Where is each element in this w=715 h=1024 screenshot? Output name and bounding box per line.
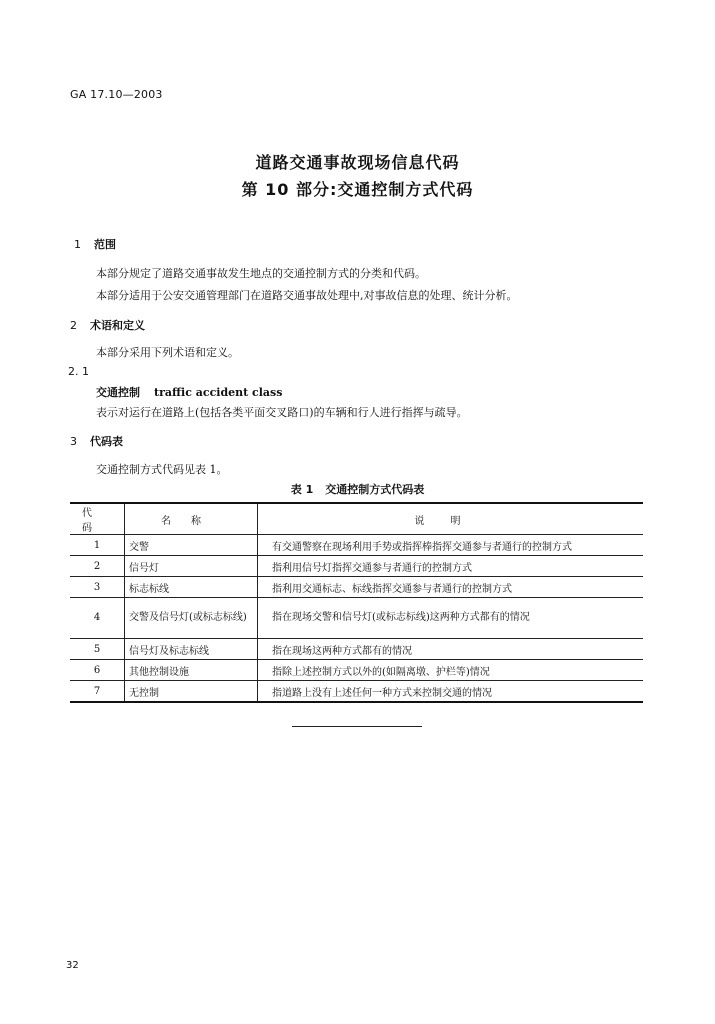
row-name: 信号灯 xyxy=(125,556,258,577)
row-description: 有交通警察在现场利用手势或指挥棒指挥交通参与者通行的控制方式 xyxy=(258,535,644,556)
section-number: 2 xyxy=(70,319,77,332)
row-code: 3 xyxy=(70,577,125,598)
term-entry xyxy=(96,384,282,400)
table-caption xyxy=(0,481,715,497)
scope-paragraph-1: 本部分规定了道路交通事故发生地点的交通控制方式的分类和代码。 xyxy=(96,267,426,280)
header-code: 代码 xyxy=(70,503,125,535)
standard-code: GA 17.10—2003 xyxy=(70,88,163,101)
control-method-code-table xyxy=(70,502,643,703)
row-code: 4 xyxy=(70,598,125,639)
section-title: 范围 xyxy=(94,238,116,251)
table-row xyxy=(70,639,643,660)
section-number: 3 xyxy=(70,435,77,448)
section-number: 1 xyxy=(74,238,81,251)
page-number: 32 xyxy=(66,960,79,971)
table-row xyxy=(70,577,643,598)
table-row xyxy=(70,598,643,639)
table-caption-label: 表 1 xyxy=(290,483,314,496)
end-of-document-rule xyxy=(292,726,422,727)
row-description: 指道路上没有上述任何一种方式来控制交通的情况 xyxy=(258,681,644,703)
row-description: 指利用交通标志、标线指挥交通参与者通行的控制方式 xyxy=(258,577,644,598)
document-title: 道路交通事故现场信息代码 xyxy=(255,153,460,172)
row-description: 指在现场交警和信号灯(或标志标线)这两种方式都有的情况 xyxy=(258,598,644,639)
table-header-row xyxy=(70,503,643,535)
row-name: 无控制 xyxy=(125,681,258,703)
row-name: 交警 xyxy=(125,535,258,556)
row-name: 标志标线 xyxy=(125,577,258,598)
code-table-intro: 交通控制方式代码见表 1。 xyxy=(96,463,228,476)
row-description: 指在现场这两种方式都有的情况 xyxy=(258,639,644,660)
term-chinese: 交通控制 xyxy=(96,386,140,399)
section-heading-terms xyxy=(70,317,145,333)
term-english: traffic accident class xyxy=(154,386,283,399)
header-description: 说明 xyxy=(258,503,644,535)
section-heading-code-table xyxy=(70,433,123,449)
row-name: 交警及信号灯(或标志标线) xyxy=(125,598,258,639)
row-code: 5 xyxy=(70,639,125,660)
table-row xyxy=(70,660,643,681)
section-title: 术语和定义 xyxy=(90,319,145,332)
row-code: 2 xyxy=(70,556,125,577)
scope-paragraph-2: 本部分适用于公安交通管理部门在道路交通事故处理中,对事故信息的处理、统计分析。 xyxy=(96,289,518,302)
term-definition: 表示对运行在道路上(包括各类平面交叉路口)的车辆和行人进行指挥与疏导。 xyxy=(96,406,468,419)
row-code: 6 xyxy=(70,660,125,681)
row-name: 信号灯及标志标线 xyxy=(125,639,258,660)
table-row xyxy=(70,556,643,577)
section-title: 代码表 xyxy=(90,435,123,448)
table-row xyxy=(70,681,643,703)
section-heading-scope xyxy=(74,236,116,252)
row-description: 指除上述控制方式以外的(如隔离墩、护栏等)情况 xyxy=(258,660,644,681)
row-code: 7 xyxy=(70,681,125,703)
terms-intro: 本部分采用下列术语和定义。 xyxy=(96,346,239,359)
term-clause-number: 2. 1 xyxy=(68,365,89,378)
header-name: 名称 xyxy=(125,503,258,535)
row-description: 指利用信号灯指挥交通参与者通行的控制方式 xyxy=(258,556,644,577)
document-subtitle: 第 10 部分:交通控制方式代码 xyxy=(241,180,474,199)
table-caption-title: 交通控制方式代码表 xyxy=(325,483,425,496)
table-row xyxy=(70,535,643,556)
row-code: 1 xyxy=(70,535,125,556)
row-name: 其他控制设施 xyxy=(125,660,258,681)
